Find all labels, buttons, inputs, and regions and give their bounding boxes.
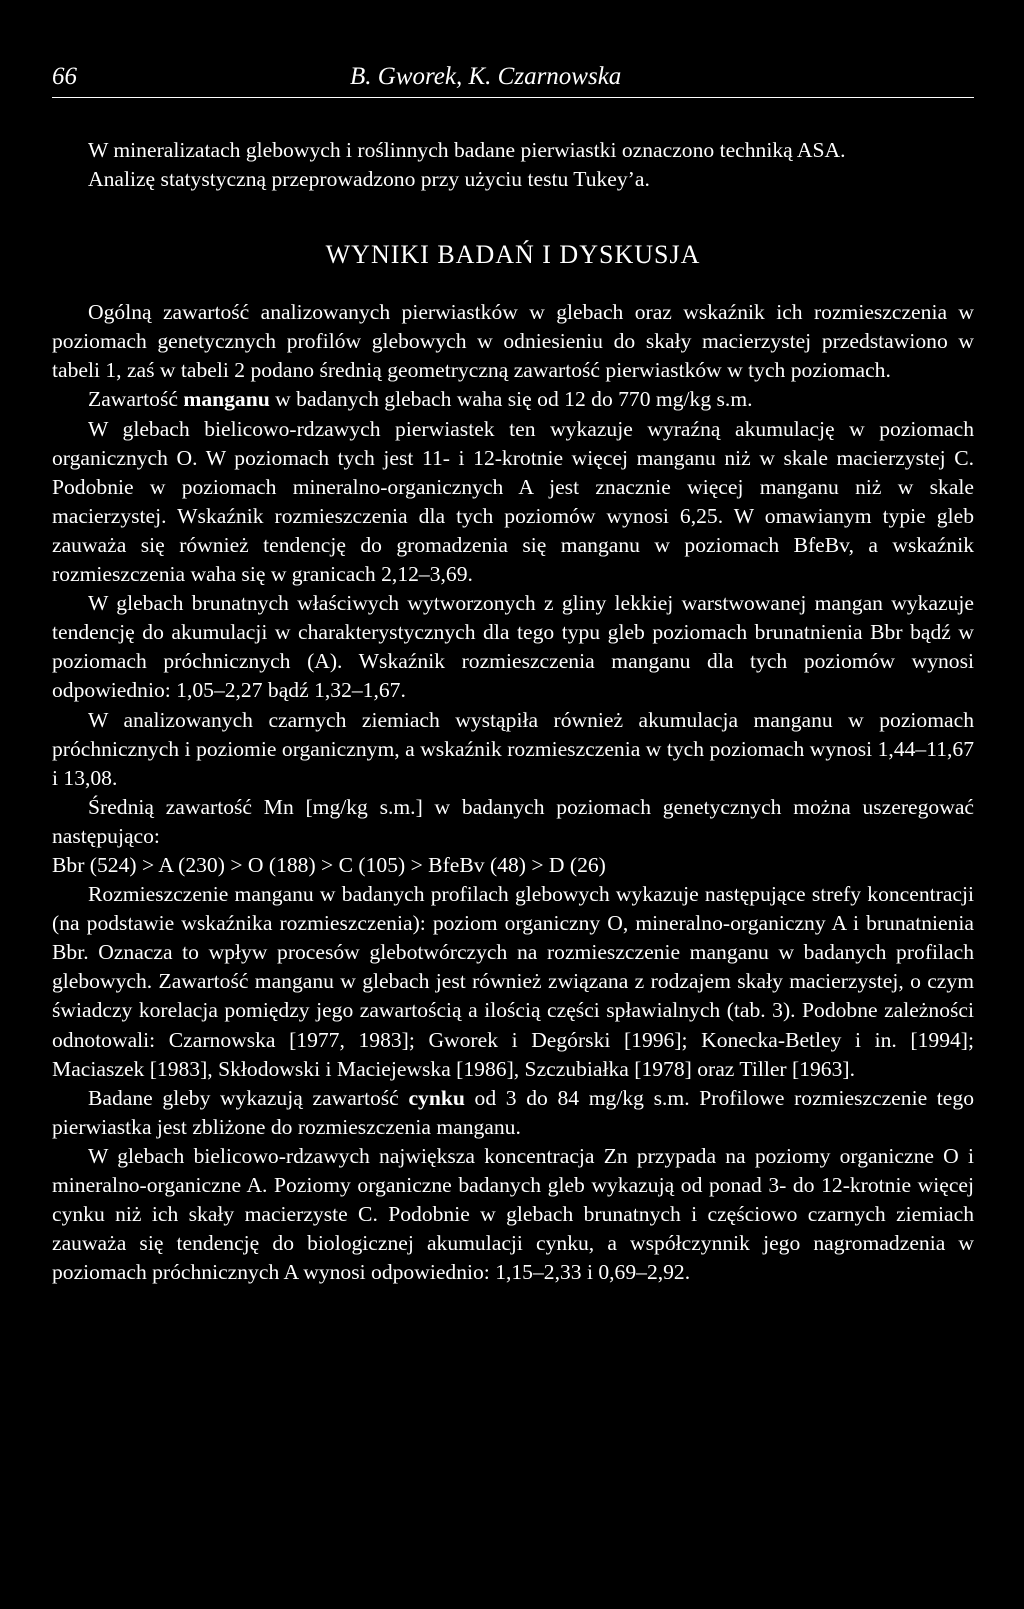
paragraph: Rozmieszczenie manganu w badanych profilach glebowych wykazuje następujące strefy koncentracji (na podstawie wskaźnika rozmieszczenia): poziom organiczny O, mineralno-organiczny A i brunatnienia Bbr. Oznacza to wpływ procesów glebotwórczych na rozmieszczenie manganu w badanych profilach glebowych. Zawartość manganu w glebach jest również związana z rodzajem skały macierzystej, o czym świadczy korelacja pomiędzy jego zawartością a ilością części spławialnych (tab. 3). Podobne zależności odnotowali: Czarnowska [1977, 1983]; Gworek i Degórski [1996]; Konecka-Betley i in. [1994]; Maciaszek [1983], Skłodowski i Maciejewska [1986], Szczubiałka [1978] oraz Tiller [1963]. bbox=[52, 882, 974, 1081]
section-body bbox=[52, 298, 974, 1287]
paragraph: W glebach bielicowo-rdzawych pierwiastek ten wykazuje wyraźną akumulację w poziomach organicznych O. W poziomach tych jest 11- i 12-krotnie więcej manganu niż w skale macierzystej C. Podobnie w poziomach mineralno-organicznych A jest znacznie więcej manganu niż w skale macierzystej. Wskaźnik rozmieszczenia dla tych poziomów wynosi 6,25. W omawianym typie gleb zauważa się również tendencję do gromadzenia się manganu w poziomach BfeBv, a wskaźnik rozmieszczenia waha się w granicach 2,12–3,69. bbox=[52, 416, 974, 587]
running-header bbox=[52, 62, 974, 98]
paragraph: W analizowanych czarnych ziemiach wystąpiła również akumulacja manganu w poziomach próchnicznych i poziomie organicznym, a wskaźnik rozmieszczenia w tych poziomach wynosi 1,44–11,67 i 13,08. bbox=[52, 707, 974, 790]
paragraph bbox=[52, 385, 974, 414]
paragraph: Ogólną zawartość analizowanych pierwiastków w glebach oraz wskaźnik ich rozmieszczenia w poziomach genetycznych profilów glebowych w odniesieniu do skały macierzystej przedstawiono w tabeli 1, zaś w tabeli 2 podano średnią geometryczną zawartość pierwiastków w tych poziomach. bbox=[52, 300, 974, 383]
text-run: Zawartość bbox=[88, 387, 184, 412]
paragraph bbox=[52, 1084, 974, 1142]
page-number: 66 bbox=[52, 63, 77, 90]
paragraph: W glebach bielicowo-rdzawych największa koncentracja Zn przypada na poziomy organiczne O i mineralno-organiczne A. Poziomy organiczne badanych gleb wykazują od ponad 3- do 12-krotnie więcej cynku niż ich skały macierzyste C. Podobnie w glebach brunatnych i częściowo czarnych ziemiach zauważa się tendencję do biologicznej akumulacji cynku, a współczynnik jego nagromadzenia w poziomach próchnicznych A wynosi odpowiednio: 1,15–2,33 i 0,69–2,92. bbox=[52, 1143, 974, 1285]
ranking-formula: Bbr (524) > A (230) > O (188) > C (105) > BfeBv (48) > D (26) bbox=[52, 852, 606, 877]
paragraph: Średnią zawartość Mn [mg/kg s.m.] w badanych poziomach genetycznych można uszeregować następująco: bbox=[52, 794, 974, 848]
text-run: Badane gleby wykazują zawartość bbox=[88, 1085, 409, 1110]
paragraph: W glebach brunatnych właściwych wytworzonych z gliny lekkiej warstwowanej mangan wykazuje tendencję do akumulacji w charakterystycznych dla tego typu gleb poziomach brunatnienia Bbr bądź w poziomach próchnicznych (A). Wskaźnik rozmieszczenia manganu dla tych poziomów wynosi odpowiednio: 1,05–2,27 bądź 1,32–1,67. bbox=[52, 591, 974, 703]
paragraph: Analizę statystyczną przeprowadzono przy użyciu testu Tukey’a. bbox=[88, 167, 650, 192]
intro-text bbox=[52, 136, 974, 194]
paragraph: W mineralizatach glebowych i roślinnych badane pierwiastki oznaczono techniką ASA. bbox=[88, 138, 846, 162]
running-header-authors: B. Gworek, K. Czarnowska bbox=[350, 63, 622, 90]
document-page bbox=[52, 62, 974, 1287]
bold-term-manganese: manganu bbox=[183, 387, 270, 412]
bold-term-zinc: cynku bbox=[408, 1085, 465, 1110]
text-run: w badanych glebach waha się od 12 do 770 mg/kg s.m. bbox=[269, 387, 753, 412]
section-heading: WYNIKI BADAŃ I DYSKUSJA bbox=[325, 240, 701, 270]
text-run: od 3 do 84 mg/kg s.m. Profilowe rozmieszczenie tego pierwiastka jest zbliżone do rozmieszczenia manganu. bbox=[52, 1085, 974, 1139]
